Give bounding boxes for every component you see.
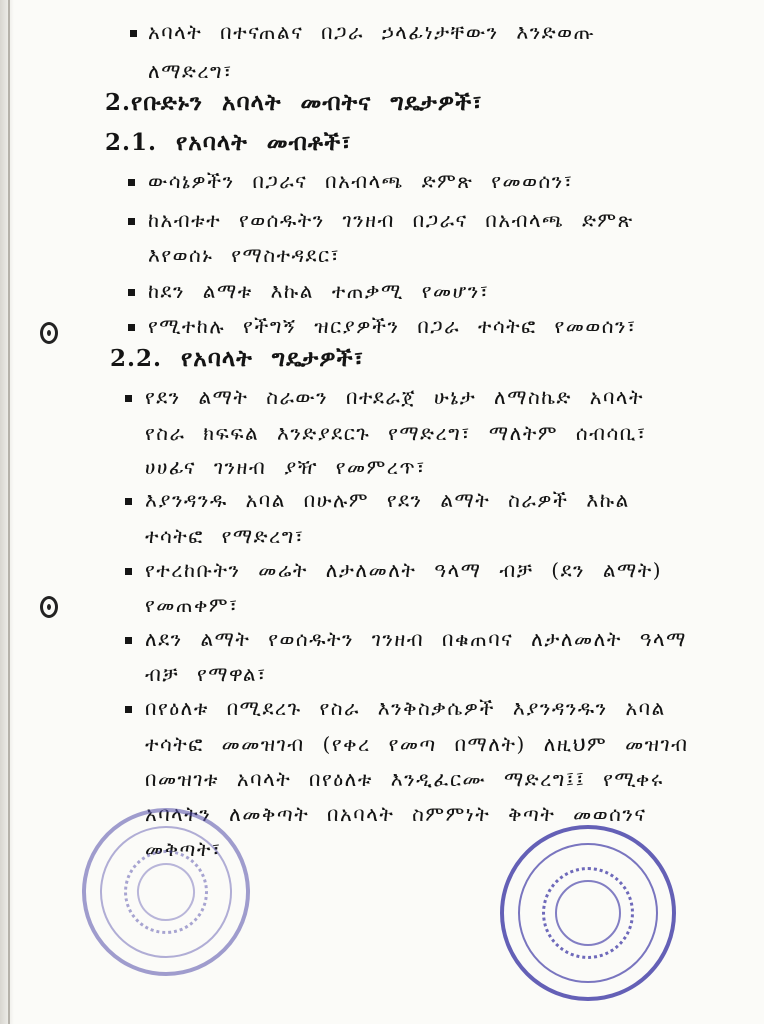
body-line: የመጠቀም፣ [145, 593, 239, 617]
subsection-heading: 2.2. የአባላት ግዴታዎች፣ [110, 345, 365, 372]
body-line: ለደን ልማት የወሰዱትን ገንዘብ በቁጠባና ለታለመለት ዓላማ [145, 627, 687, 651]
section-heading: 2.የቡድኑን አባላት መብትና ግዴታዎች፣ [105, 89, 483, 116]
body-line: የሚተከሉ የችግኝ ዝርያዎችን በጋራ ተሳትፎ የመወሰን፣ [148, 314, 637, 338]
subsection-heading: 2.1. የአባላት መብቶች፣ [105, 129, 352, 156]
body-line: እየወሰኑ የማስተዳደር፣ [148, 243, 341, 267]
body-line: መቅጣት፣ [145, 837, 222, 861]
bullet-icon [128, 289, 135, 296]
body-line: በመዝገቱ አባላት በየዕለቱ እንዲፈርሙ ማድረግ፤፤ የሚቀሩ [145, 767, 664, 791]
official-seal-icon [500, 825, 676, 1001]
bullet-icon [125, 395, 132, 402]
bullet-icon [125, 637, 132, 644]
body-line: ተሳትፎ መመዝገብ (የቀረ የመጣ በማለት) ለዚህም መዝገብ [145, 732, 689, 756]
body-line: አባላት በተናጠልና በጋራ ኃላፊነታቸውን እንድወጡ [148, 20, 596, 44]
bullet-icon [128, 324, 135, 331]
body-line: በየዕለቱ በሚደረጉ የስራ እንቅስቃሴዎች እያንዳንዱን አባል [145, 696, 666, 720]
bullet-icon [125, 706, 132, 713]
body-line: የደን ልማት ስራውን በተደራጀ ሁኔታ ለማስኬድ አባላት [145, 385, 645, 409]
body-line: ከደን ልማቱ እኩል ተጠቃሚ የመሆን፣ [148, 279, 490, 303]
bullet-icon [128, 218, 135, 225]
body-line: እያንዳንዱ አባል በሁሉም የደን ልማት ስራዎች እኩል [145, 488, 630, 512]
body-line: የተረከቡትን መሬት ለታለመለት ዓላማ ብቻ (ደን ልማት) [145, 558, 663, 582]
body-line: ውሳኔዎችን በጋራና በአብላጫ ድምጽ የመወሰን፣ [148, 169, 574, 193]
body-line: አባላትን ለመቅጣት በአባላት ስምምነት ቅጣት መወሰንና [145, 802, 647, 826]
body-line: ሀሀፊና ገንዘብ ያዥ የመምረጥ፣ [145, 455, 426, 479]
bullet-icon [125, 568, 132, 575]
bullet-icon [128, 179, 135, 186]
bullet-icon [125, 498, 132, 505]
body-line: ለማድረግ፣ [148, 59, 233, 83]
bullet-icon [130, 30, 137, 37]
body-line: ከአብቱተ የወሰዱትን ገንዘብ በጋራና በአብላጫ ድምጽ [148, 208, 634, 232]
body-line: ብቻ የማዋል፣ [145, 662, 267, 686]
body-line: ተሳትፎ የማድረግ፣ [145, 524, 305, 548]
body-line: የስራ ክፍፍል እንድያደርጉ የማድረግ፣ ማለትም ሰብሳቢ፣ [145, 421, 647, 445]
